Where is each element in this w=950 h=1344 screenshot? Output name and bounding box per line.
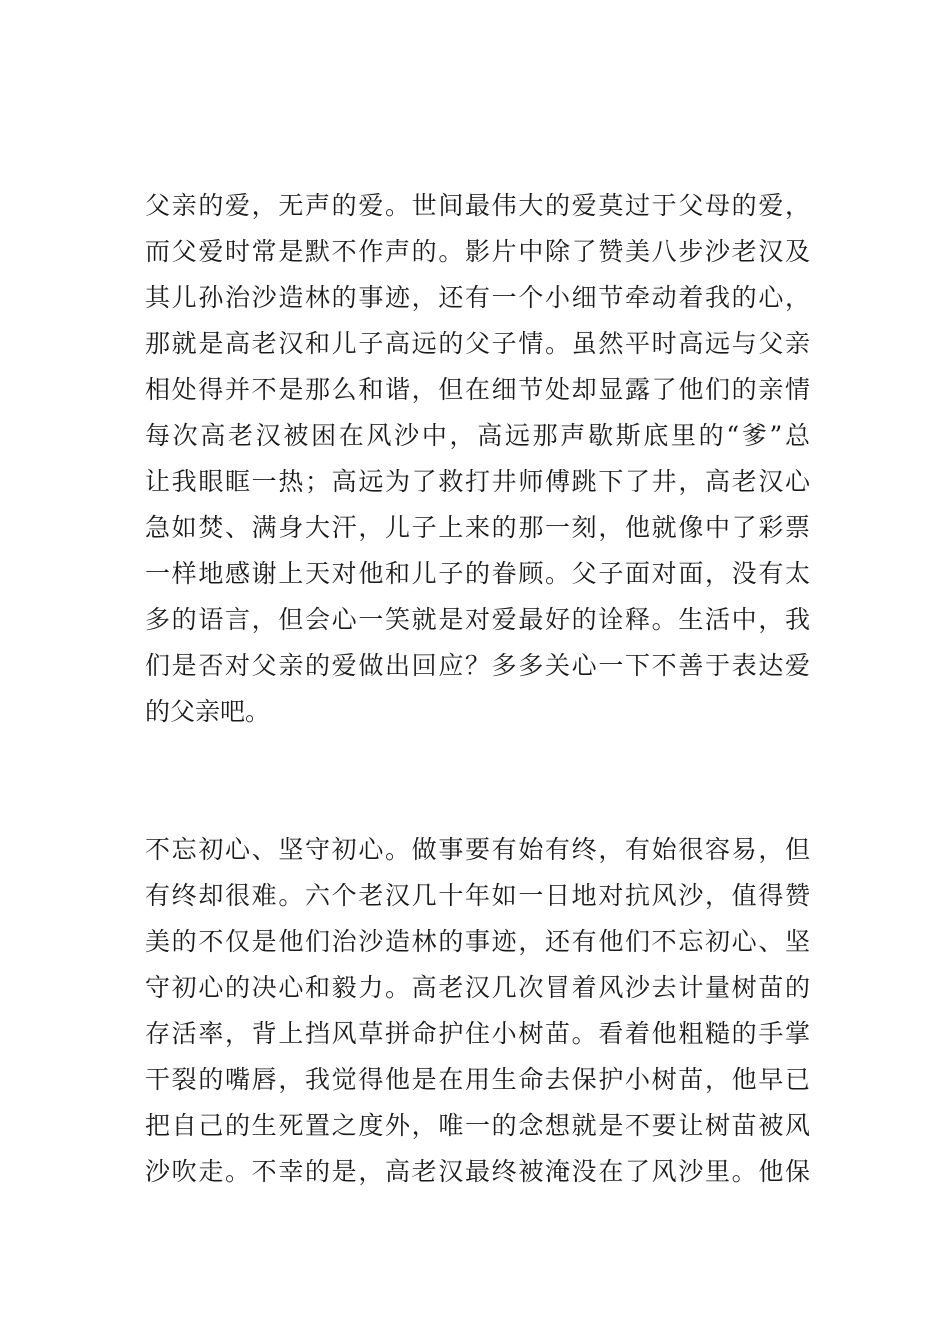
text-line: 那就是高老汉和儿子高远的父子情。虽然平时高远与父亲 <box>145 329 810 358</box>
text-line: 父亲的爱，无声的爱。世间最伟大的爱莫过于父母的爱， <box>145 191 810 220</box>
text-line: 而父爱时常是默不作声的。影片中除了赞美八步沙老汉及 <box>145 237 810 266</box>
text-line: 存活率，背上挡风草拼命护住小树苗。看着他粗糙的手掌 <box>145 1019 810 1048</box>
text-line: 沙吹走。不幸的是，高老汉最终被淹没在了风沙里。他保 <box>145 1157 810 1186</box>
text-line: 的父亲吧。 <box>145 697 271 726</box>
text-line: 不忘初心、坚守初心。做事要有始有终，有始很容易，但 <box>145 835 810 864</box>
text-line: 每次高老汉被困在风沙中，高远那声歇斯底里的“爹”总 <box>145 421 810 450</box>
text-line: 干裂的嘴唇，我觉得他是在用生命去保护小树苗，他早已 <box>145 1065 810 1094</box>
paragraph-fathers-love <box>145 183 810 735</box>
text-line: 一样地感谢上天对他和儿子的眷顾。父子面对面，没有太 <box>145 559 810 588</box>
text-line: 其儿孙治沙造林的事迹，还有一个小细节牵动着我的心， <box>145 283 810 312</box>
text-line: 美的不仅是他们治沙造林的事迹，还有他们不忘初心、坚 <box>145 927 810 956</box>
paragraph-original-aspiration <box>145 827 810 1195</box>
text-line: 急如焚、满身大汗，儿子上来的那一刻，他就像中了彩票 <box>145 513 810 542</box>
text-line: 相处得并不是那么和谐，但在细节处却显露了他们的亲情 <box>145 375 810 404</box>
text-line: 们是否对父亲的爱做出回应？多多关心一下不善于表达爱 <box>145 651 810 680</box>
text-line: 把自己的生死置之度外，唯一的念想就是不要让树苗被风 <box>145 1111 810 1140</box>
text-line: 有终却很难。六个老汉几十年如一日地对抗风沙，值得赞 <box>145 881 810 910</box>
text-line: 让我眼眶一热；高远为了救打井师傅跳下了井，高老汉心 <box>145 467 810 496</box>
text-line: 守初心的决心和毅力。高老汉几次冒着风沙去计量树苗的 <box>145 973 810 1002</box>
text-line: 多的语言，但会心一笑就是对爱最好的诠释。生活中，我 <box>145 605 810 634</box>
